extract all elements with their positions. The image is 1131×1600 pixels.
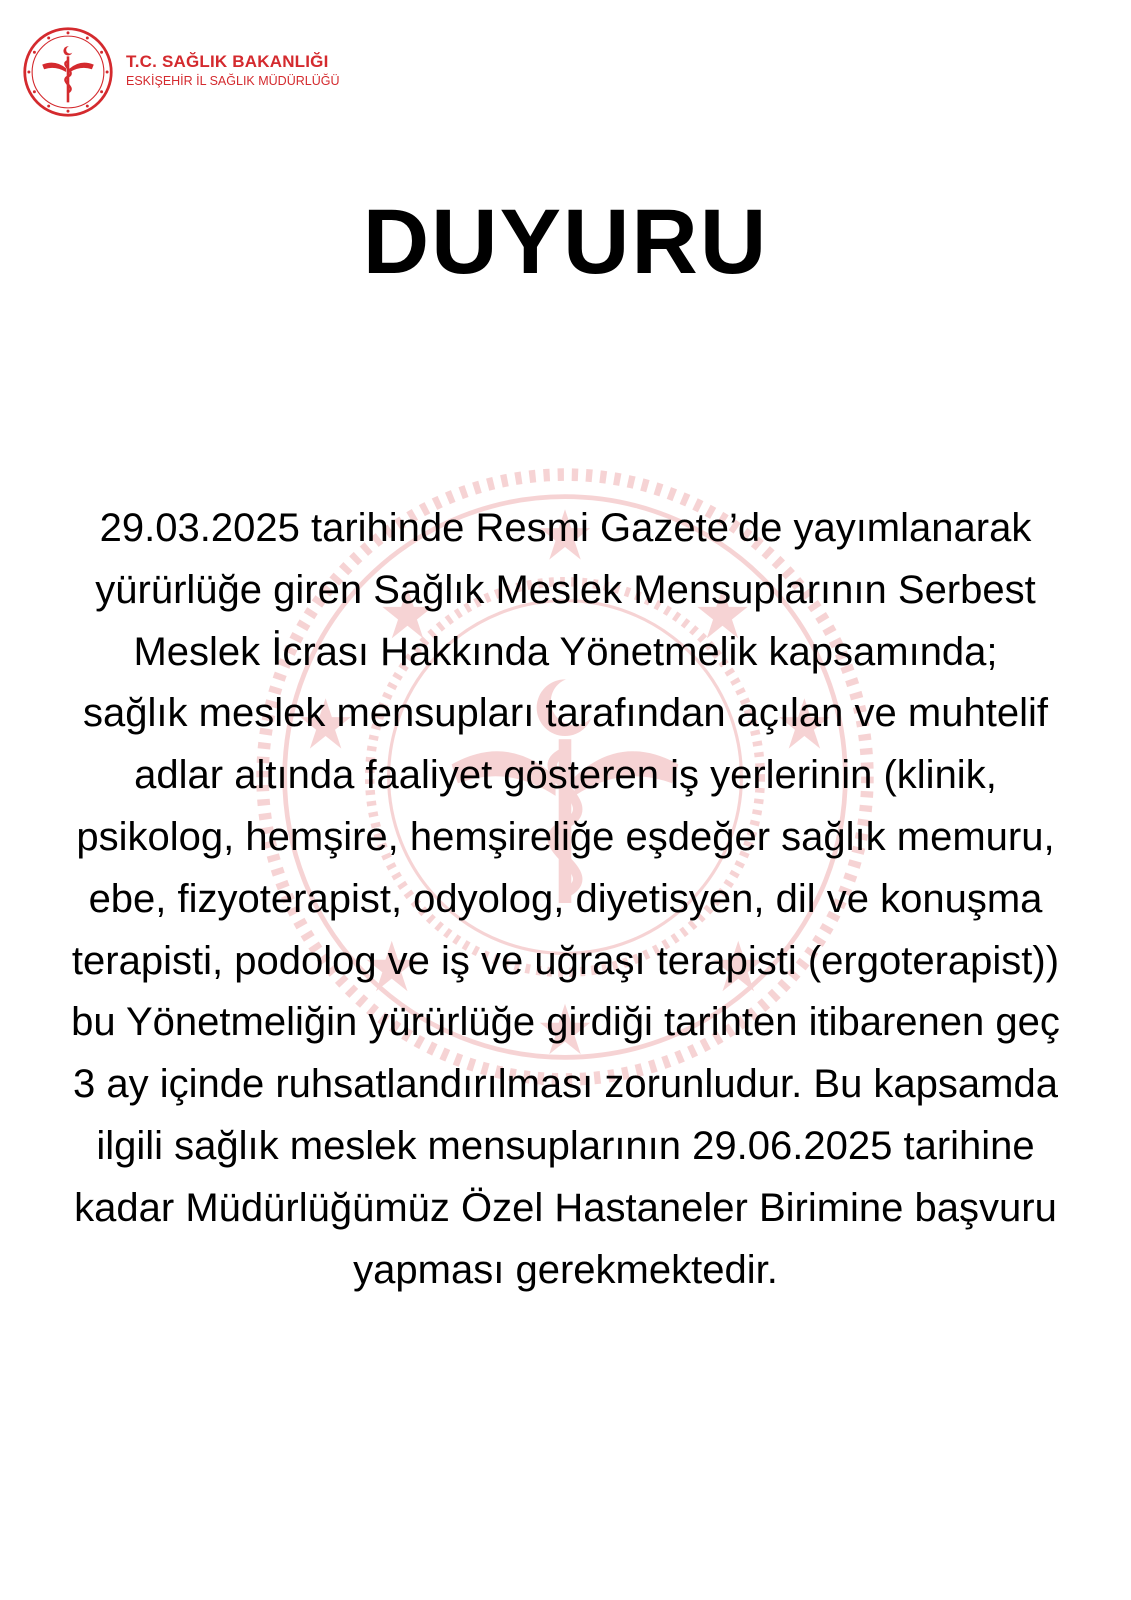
body-line: Meslek İcrası Hakkında Yönetmelik kapsamında; <box>133 629 998 674</box>
body-line: terapisti, podolog ve iş ve uğraşı terapisti (ergoterapist)) <box>71 938 1060 983</box>
organization-name: T.C. SAĞLIK BAKANLIĞI <box>126 52 329 71</box>
body-line: ebe, fizyoterapist, odyolog, diyetisyen, dil ve konuşma <box>88 876 1043 921</box>
body-line: yürürlüğe giren Sağlık Meslek Mensuplarının Serbest <box>95 567 1036 612</box>
body-line: adlar altında faaliyet gösteren iş yerlerinin (klinik, <box>134 753 997 798</box>
body-line: bu Yönetmeliğin yürürlüğe girdiği tarihten itibarenen geç <box>71 1000 1060 1045</box>
announcement-body <box>30 498 1101 1301</box>
body-line: 29.03.2025 tarihinde Resmi Gazete’de yayımlanarak <box>99 506 1032 550</box>
body-line: sağlık meslek mensupları tarafından açılan ve muhtelif <box>83 691 1048 736</box>
header <box>22 26 339 118</box>
body-line: kadar Müdürlüğümüz Özel Hastaneler Birimine başvuru <box>74 1185 1057 1230</box>
body-line: yapması gerekmektedir. <box>353 1247 778 1292</box>
body-line: psikolog, hemşire, hemşireliğe eşdeğer sağlık memuru, <box>76 814 1055 859</box>
body-line: ilgili sağlık meslek mensuplarının 29.06.2025 tarihine <box>96 1123 1035 1168</box>
page-title: DUYURU <box>362 191 769 293</box>
organization-subtitle: ESKİŞEHİR İL SAĞLIK MÜDÜRLÜĞÜ <box>126 74 340 88</box>
ministry-of-health-emblem-icon <box>22 26 114 118</box>
body-line: 3 ay içinde ruhsatlandırılması zorunludur. Bu kapsamda <box>73 1062 1058 1107</box>
